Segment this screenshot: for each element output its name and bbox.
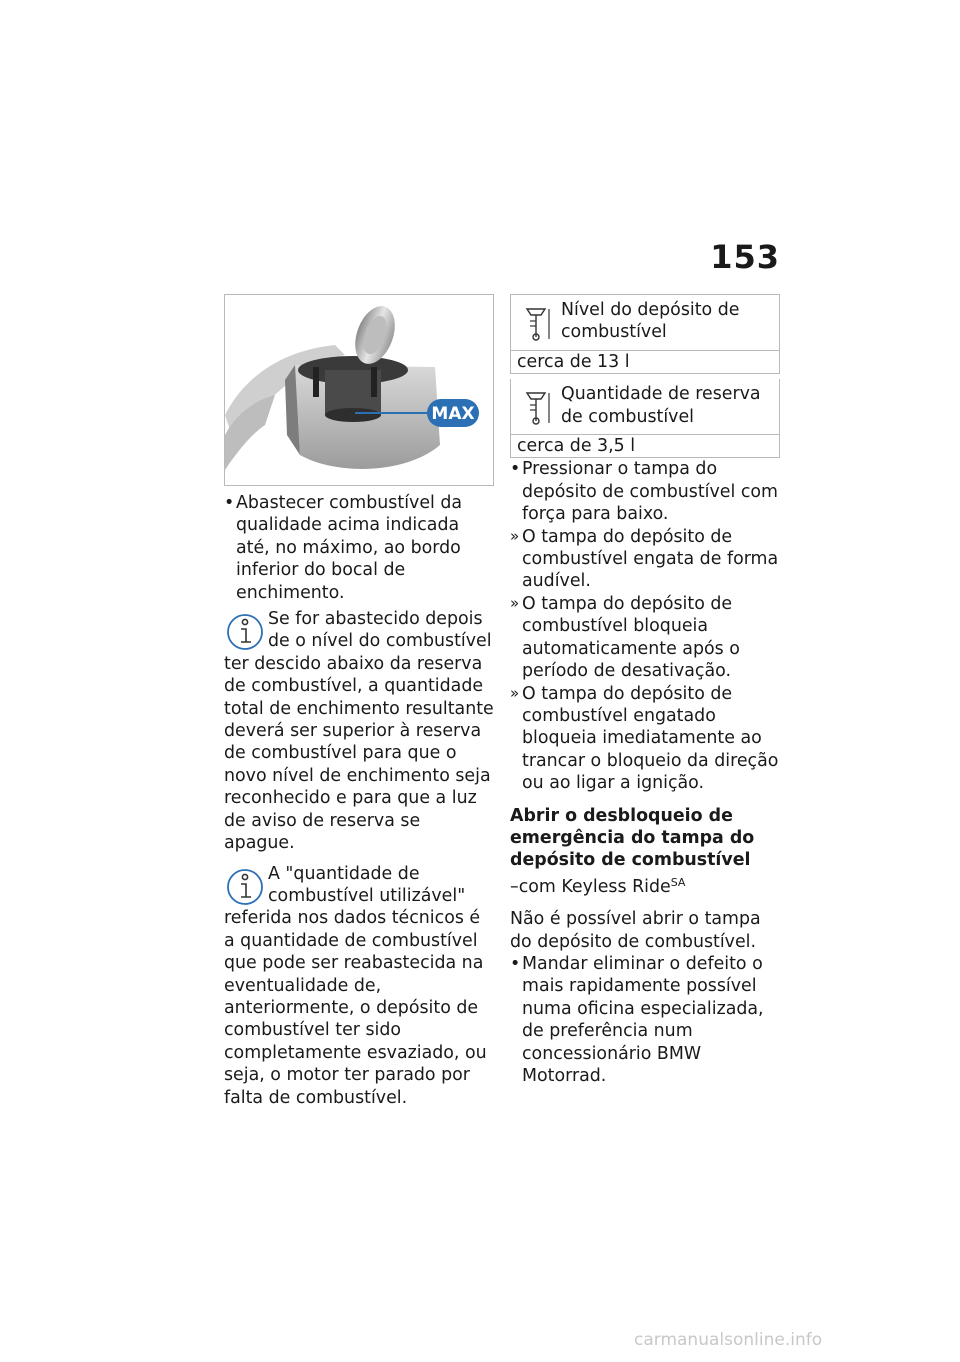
watermark: carmanualsonline.info <box>634 1330 823 1350</box>
paragraph: Não é possível abrir o tampa do depósito de combustível. <box>510 909 761 952</box>
result-text: O tampa do depósito de combustível bloqueia automaticamente após o período de desativação. <box>522 593 740 682</box>
instruction-bullet <box>224 492 494 604</box>
spec-table-fuel-level <box>510 294 780 374</box>
subheading-superscript: SA <box>670 875 686 889</box>
info-note <box>224 863 494 1109</box>
fuel-filler-figure <box>224 294 494 486</box>
spec-header <box>511 295 779 351</box>
result-item <box>510 683 782 795</box>
instruction-text: Pressionar o tampa do depósito de combustível com força para baixo. <box>522 459 778 525</box>
subheading-text: –com Keyless Ride <box>510 876 671 897</box>
instruction-bullet <box>510 458 782 525</box>
spec-label: Nível do depósito de combustível <box>561 300 740 343</box>
instruction-bullet <box>510 953 782 1087</box>
result-text: O tampa do depósito de combustível engata de forma audível. <box>522 526 779 592</box>
spec-label: Quantidade de reserva de combustível <box>561 384 761 427</box>
bullet-mark: • <box>510 953 521 974</box>
instruction-text: Abastecer combustível da qualidade acima indicada até, no máximo, ao bordo inferior do bocal de enchimento. <box>236 493 463 603</box>
spec-header <box>511 379 779 435</box>
page-number: 153 <box>710 238 780 276</box>
note-text: Se for abastecido depois de o nível do combustível ter descido abaixo da reserva de combustível, a quantidade total de enchimento resultante deverá ser superior à reserva de combustível para que o novo nível de enchimento seja reconhecido e para que a luz de aviso de reserva se apague. <box>224 609 494 854</box>
right-column <box>510 294 782 1087</box>
result-mark: » <box>510 526 520 545</box>
instruction-text: Mandar eliminar o defeito o mais rapidamente possível numa oficina especializada, de preferência num concessionário BMW Motorrad. <box>522 953 764 1086</box>
result-item <box>510 593 782 683</box>
spec-table-fuel-reserve <box>510 379 780 458</box>
bullet-mark: • <box>510 459 521 480</box>
info-icon <box>224 863 266 907</box>
dipstick-gauge-icon <box>511 299 561 343</box>
result-mark: » <box>510 683 520 702</box>
dipstick-gauge-icon <box>511 383 561 427</box>
info-note <box>224 608 494 854</box>
result-text: O tampa do depósito de combustível engatado bloqueia imediatamente ao trancar o bloqueio da direção ou ao ligar a ignição. <box>522 683 779 794</box>
spec-value: cerca de 13 l <box>517 351 630 372</box>
section-heading: Abrir o desbloqueio de emergência do tampa do depósito de combustível <box>510 805 755 871</box>
info-icon <box>224 608 266 652</box>
note-text: A "quantidade de combustível utilizável" referida nos dados técnicos é a quantidade de combustível que pode ser reabastecida na eventualidade de, anteriormente, o depósito de combustível ter sido completamente esvaziado, ou seja, o motor ter parado por falta de combustível. <box>224 863 487 1108</box>
spec-value: cerca de 3,5 l <box>517 436 636 457</box>
max-badge: MAX <box>431 404 475 424</box>
bullet-mark: • <box>224 493 235 513</box>
result-mark: » <box>510 593 520 612</box>
section-subheading <box>510 872 782 898</box>
fuel-tank-illustration <box>225 295 494 486</box>
result-item <box>510 526 782 593</box>
left-column <box>224 294 494 1109</box>
